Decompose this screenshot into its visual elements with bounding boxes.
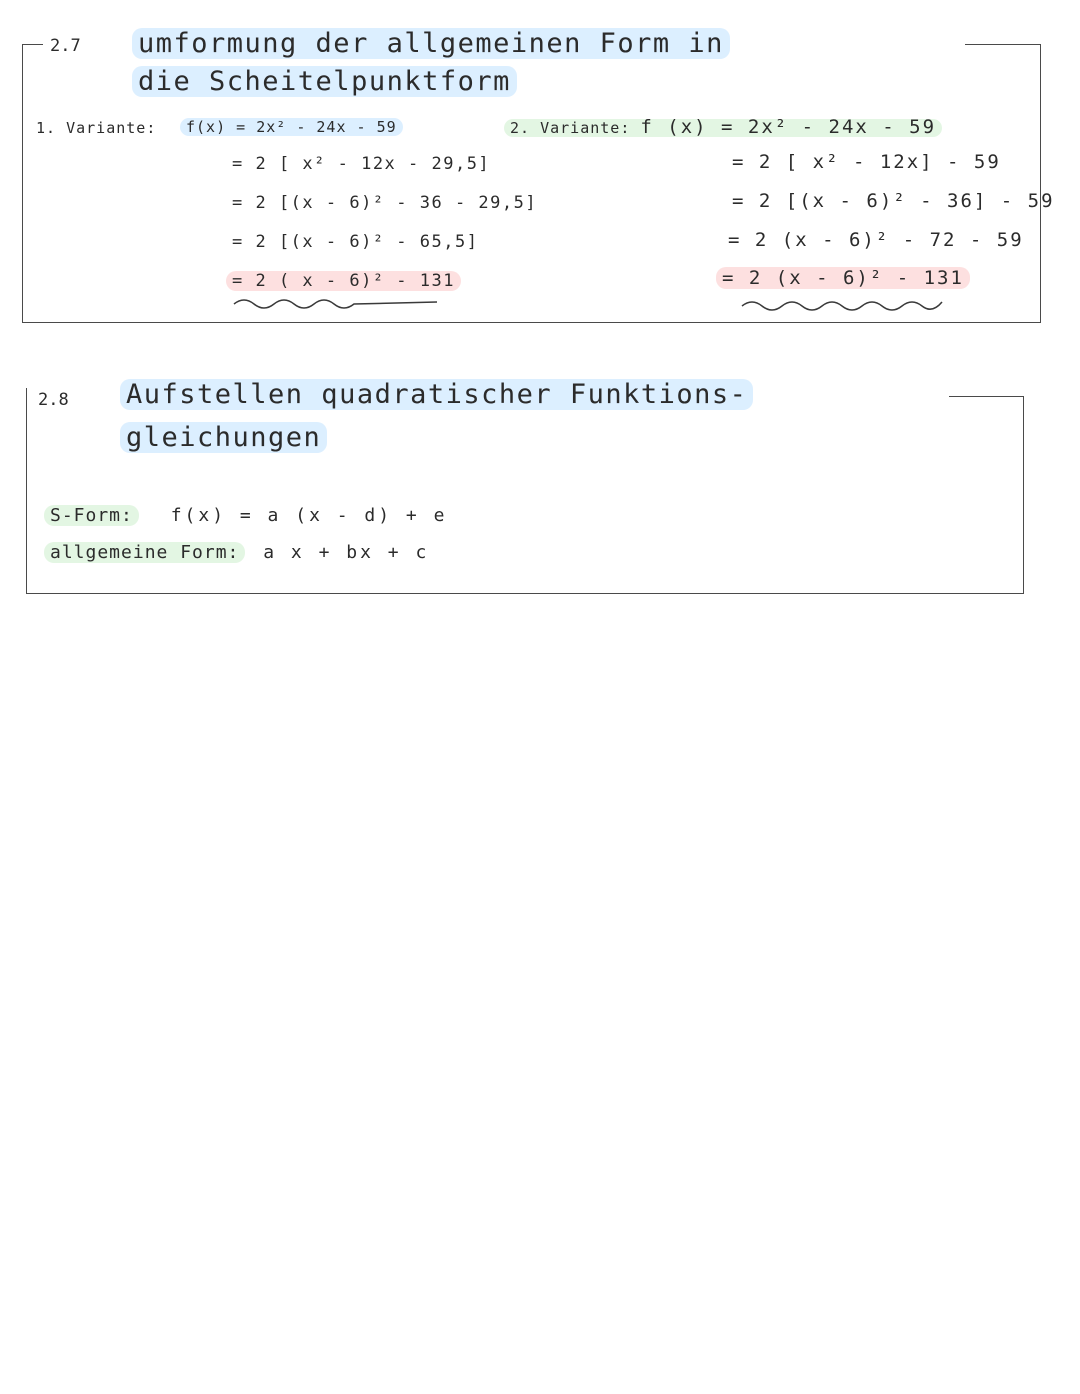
section-title-line-1 (120, 379, 753, 410)
variant-2-label: 2. Variante: (510, 119, 631, 137)
section-number: 2.8 (38, 390, 69, 410)
general-form-label: allgemeine Form: (44, 542, 245, 563)
s-form-row (44, 505, 447, 526)
variant-1-step-3: = 2 [(x - 6)² - 65,5] (232, 232, 479, 252)
variant-2-label-and-function (504, 116, 942, 138)
box-top-line-right (949, 396, 1023, 397)
variant-1-result (226, 271, 461, 291)
general-form-row (44, 542, 429, 563)
variant-2-function: f (x) = 2x² - 24x - 59 (640, 116, 937, 138)
variant-2-result-underline (740, 298, 950, 312)
variant-2-step-1: = 2 [ x² - 12x] - 59 (732, 151, 1001, 173)
variant-2-result (716, 267, 970, 289)
variant-1-step-2: = 2 [(x - 6)² - 36 - 29,5] (232, 193, 538, 213)
section-title-text: Aufstellen quadratischer Funktions- (120, 379, 753, 410)
variant-1-function (180, 118, 403, 136)
section-title-text: die Scheitelpunktform (132, 66, 517, 97)
variant-1-step-1: = 2 [ x² - 12x - 29,5] (232, 154, 491, 174)
variant-1-result-text: = 2 ( x - 6)² - 131 (226, 271, 461, 291)
s-form-label: S-Form: (44, 505, 139, 526)
general-form-formula: a x + bx + c (263, 542, 430, 563)
variant-1-result-underline (232, 296, 442, 310)
section-title-line-1 (132, 28, 730, 59)
section-title-line-2 (132, 66, 517, 97)
section-title-text: umformung der allgemeinen Form in (132, 28, 730, 59)
variant-1-label: 1. Variante: (36, 119, 157, 137)
section-number: 2.7 (50, 36, 81, 56)
variant-2-result-text: = 2 (x - 6)² - 131 (716, 267, 970, 289)
variant-2-step-2: = 2 [(x - 6)² - 36] - 59 (732, 190, 1055, 212)
variant-1-function-text: f(x) = 2x² - 24x - 59 (180, 118, 403, 136)
variant-2-function-line (504, 116, 942, 138)
box-left-tick (26, 388, 27, 398)
section-title-text: gleichungen (120, 422, 327, 453)
s-form-formula: f(x) = a (x - d) + e (170, 505, 448, 526)
section-title-line-2 (120, 422, 327, 453)
variant-2-step-3: = 2 (x - 6)² - 72 - 59 (728, 229, 1024, 251)
box-top-line-right (965, 44, 1040, 45)
box-top-line-left (23, 44, 43, 45)
